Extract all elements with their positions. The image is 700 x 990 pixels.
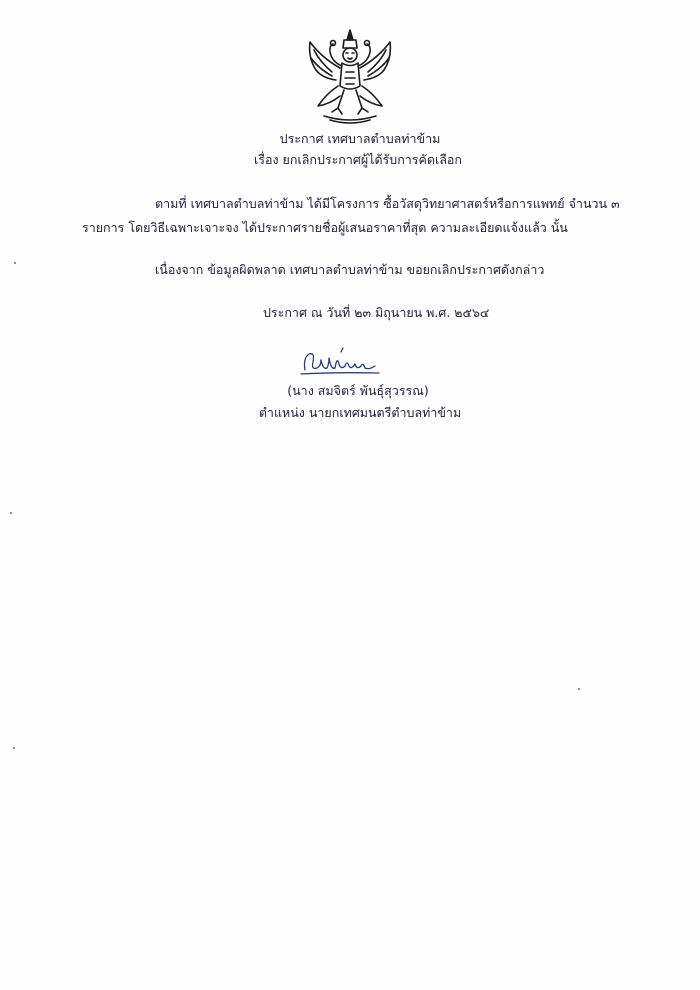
scan-speck (14, 262, 16, 264)
signer-position: ตำแหน่ง นายกเทศมนตรีตำบลท่าข้าม (258, 405, 462, 420)
paragraph-1-line-1: ตามที่ เทศบาลตำบลท่าข้าม ได้มีโครงการ ซื้อวัสดุวิทยาศาสตร์หรือการแพทย์ จำนวน ๓ (155, 196, 620, 211)
paragraph-2: เนื่องจาก ข้อมูลผิดพลาด เทศบาลตำบลท่าข้าม ขอยกเลิกประกาศดังกล่าว (155, 262, 545, 277)
handwritten-signature (295, 344, 385, 380)
announcement-date: ประกาศ ณ วันที่ ๒๓ มิถุนายน พ.ศ. ๒๕๖๔ (263, 305, 490, 320)
garuda-emblem-icon (302, 28, 398, 126)
announcement-subject: เรื่อง ยกเลิกประกาศผู้ได้รับการคัดเลือก (253, 152, 462, 167)
signer-name: (นาง สมจิตร์ พันธุ์สุวรรณ) (287, 383, 429, 398)
scan-speck (13, 747, 15, 749)
announcement-title: ประกาศ เทศบาลตำบลท่าข้าม (279, 131, 441, 146)
paragraph-1-line-2: รายการ โดยวิธีเฉพาะเจาะจง ได้ประกาศรายชื่อผู้เสนอราคาที่สุด ความละเอียดแจ้งแล้ว นั้น (82, 220, 568, 235)
scan-speck (10, 512, 12, 514)
scan-speck (578, 688, 580, 690)
